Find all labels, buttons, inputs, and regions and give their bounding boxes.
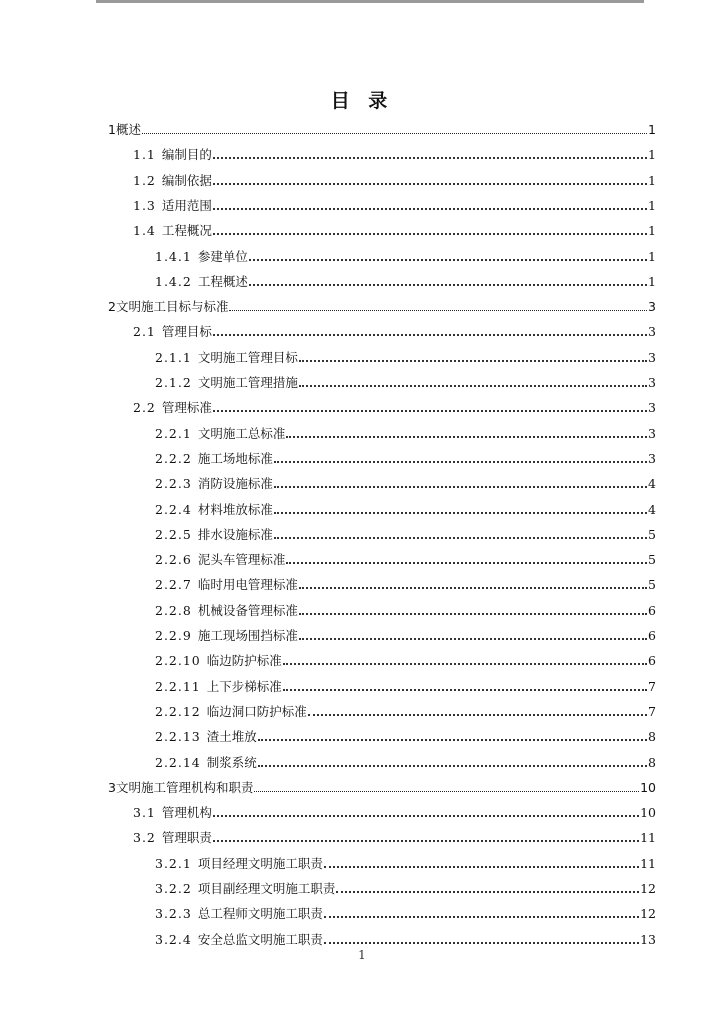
toc-entry-page: 5 <box>648 552 656 568</box>
toc-entry-label: 消防设施标准 <box>197 476 273 492</box>
toc-entry-page: 3 <box>648 400 656 416</box>
dot-leader <box>308 706 647 716</box>
toc-entry-number: 2.1.1 <box>155 349 192 365</box>
toc-entry-page: 11 <box>640 830 656 846</box>
toc-entry-page: 1 <box>648 223 656 239</box>
dot-leader <box>324 858 639 868</box>
toc-entry-number: 2.2.10 <box>155 653 201 669</box>
toc-title: 目 录 <box>330 90 394 112</box>
toc-entry-label: 管理标准 <box>161 400 212 416</box>
toc-entry[interactable] <box>155 648 656 668</box>
toc-entry-page: 1 <box>648 147 656 163</box>
toc-entry-label: 安全总监文明施工职责 <box>197 931 323 947</box>
top-border-line <box>96 0 644 3</box>
toc-entry-label: 参建单位 <box>197 248 248 264</box>
toc-entry-number: 2.2.13 <box>155 729 201 745</box>
dot-leader <box>258 731 647 741</box>
dot-leader <box>299 605 647 615</box>
toc-entry-label: 文明施工管理机构和职责 <box>115 779 254 795</box>
toc-entry[interactable] <box>155 497 656 517</box>
dot-leader <box>254 783 639 792</box>
toc-entry[interactable] <box>133 193 656 213</box>
dot-leader <box>299 377 647 387</box>
dot-leader <box>213 149 647 159</box>
toc-entry-label: 概述 <box>115 122 141 137</box>
toc-entry[interactable] <box>155 851 656 871</box>
dot-leader <box>229 302 647 311</box>
toc-entry-label: 管理机构 <box>161 805 212 821</box>
toc-entry-label: 项目副经理文明施工职责 <box>197 881 336 896</box>
toc-entry-label: 编制依据 <box>161 172 212 188</box>
toc-entry[interactable] <box>155 446 656 466</box>
toc-entry-number: 1.3 <box>133 197 156 213</box>
toc-entry[interactable] <box>155 674 656 694</box>
dot-leader <box>286 554 647 564</box>
toc-entry[interactable] <box>155 572 656 592</box>
toc-entry-number: 3.2.1 <box>155 855 192 871</box>
dot-leader <box>213 402 647 412</box>
toc-entry-number: 2.2.14 <box>155 754 201 770</box>
toc-entry-label: 总工程师文明施工职责 <box>197 906 323 922</box>
toc-entry[interactable] <box>155 471 656 491</box>
dot-leader <box>213 200 647 210</box>
toc-entry-page: 6 <box>648 653 656 669</box>
toc-entry-number: 1 <box>108 122 116 137</box>
dot-leader <box>324 934 639 944</box>
toc-entry[interactable] <box>133 142 656 162</box>
toc-entry-number: 2.2.4 <box>155 501 192 517</box>
toc-entry-number: 2.2.1 <box>155 425 192 441</box>
toc-entry-label: 编制目的 <box>161 147 212 163</box>
toc-entry[interactable] <box>133 319 656 339</box>
toc-entry[interactable] <box>155 244 656 264</box>
toc-entry-label: 管理目标 <box>161 324 212 340</box>
toc-entry-number: 2 <box>108 299 116 315</box>
dot-leader <box>258 757 647 767</box>
dot-leader <box>299 630 647 640</box>
toc-entry[interactable] <box>155 345 656 365</box>
toc-entry-number: 3 <box>108 779 116 795</box>
toc-entry[interactable] <box>133 218 656 238</box>
toc-entry-page: 3 <box>648 324 656 340</box>
toc-entry[interactable] <box>155 547 656 567</box>
toc-entry-page: 3 <box>648 299 656 315</box>
toc-entry-label: 临边洞口防护标准 <box>206 703 307 719</box>
toc-entry[interactable] <box>155 522 656 542</box>
dot-leader <box>336 883 639 893</box>
toc-entry-page: 4 <box>648 501 656 517</box>
toc-entry-label: 工程概述 <box>197 273 248 289</box>
toc-entry-page: 13 <box>640 931 656 947</box>
dot-leader <box>274 478 647 488</box>
toc-entry-number: 3.2 <box>133 830 156 846</box>
toc-entry-label: 适用范围 <box>161 197 212 213</box>
toc-entry[interactable] <box>155 750 656 770</box>
toc-entry-number: 2.2 <box>133 400 156 416</box>
toc-entry-label: 临边防护标准 <box>206 653 282 669</box>
toc-entry-page: 12 <box>640 881 656 896</box>
toc-entry-number: 1.4.2 <box>155 273 192 289</box>
toc-entry[interactable] <box>108 775 656 795</box>
toc-entry-label: 项目经理文明施工职责 <box>197 855 323 871</box>
toc-entry[interactable] <box>155 421 656 441</box>
toc-entry-page: 1 <box>648 248 656 264</box>
toc-entry[interactable] <box>133 168 656 188</box>
toc-entry-page: 1 <box>648 273 656 289</box>
dot-leader <box>249 276 647 286</box>
toc-entry[interactable] <box>155 699 656 719</box>
toc-entry-label: 机械设备管理标准 <box>197 602 298 618</box>
toc-entry-page: 8 <box>648 754 656 770</box>
dot-leader <box>213 832 639 842</box>
toc-entry-page: 12 <box>640 906 656 922</box>
toc-entry-page: 7 <box>648 703 656 719</box>
dot-leader <box>299 579 647 589</box>
toc-entry-label: 材料堆放标准 <box>197 501 273 517</box>
toc-entry-page: 3 <box>648 349 656 365</box>
dot-leader <box>274 504 647 514</box>
toc-entry-number: 2.2.5 <box>155 526 192 542</box>
toc-entry-label: 施工场地标准 <box>197 450 273 466</box>
toc-entry[interactable] <box>155 598 656 618</box>
toc-entry-number: 3.1 <box>133 805 156 821</box>
dot-leader <box>249 251 647 261</box>
toc-entry-label: 泥头车管理标准 <box>197 552 286 568</box>
dot-leader <box>213 807 639 817</box>
toc-entry-page: 4 <box>648 476 656 492</box>
toc-entry-label: 上下步梯标准 <box>206 678 282 694</box>
toc-entry-page: 5 <box>648 577 656 593</box>
toc-entry-number: 2.2.2 <box>155 450 192 466</box>
toc-entry-page: 10 <box>640 779 656 795</box>
toc-entry-page: 3 <box>648 450 656 466</box>
toc-entry[interactable] <box>155 927 656 947</box>
toc-entry-number: 2.2.8 <box>155 602 192 618</box>
toc-entry[interactable] <box>155 269 656 289</box>
dot-leader <box>274 529 647 539</box>
dot-leader <box>283 655 647 665</box>
toc-entry[interactable] <box>133 800 656 820</box>
dot-leader <box>213 225 647 235</box>
toc-entry-label: 管理职责 <box>161 830 212 846</box>
dot-leader <box>213 326 647 336</box>
toc-entry[interactable] <box>155 623 656 643</box>
toc-entry-number: 2.2.9 <box>155 628 192 643</box>
toc-entry-page: 8 <box>648 729 656 745</box>
toc-entry-number: 2.1 <box>133 324 156 340</box>
toc-entry-number: 1.1 <box>133 147 156 163</box>
toc-entry-label: 排水设施标准 <box>197 526 273 542</box>
toc-entry-label: 文明施工管理目标 <box>197 349 298 365</box>
toc-entry-label: 施工现场围挡标准 <box>197 628 298 643</box>
toc-entry-page: 1 <box>648 122 656 137</box>
toc-entry-page: 6 <box>648 628 656 643</box>
dot-leader <box>286 428 647 438</box>
dot-leader <box>142 125 647 134</box>
toc-entry-page: 1 <box>648 197 656 213</box>
toc-entry-page: 5 <box>648 526 656 542</box>
dot-leader <box>283 681 647 691</box>
toc-entry-label: 文明施工目标与标准 <box>115 299 229 315</box>
toc-entry-label: 制浆系统 <box>206 754 257 770</box>
dot-leader <box>274 453 647 463</box>
toc-entry-number: 3.2.4 <box>155 931 192 947</box>
toc-entry[interactable] <box>108 117 656 137</box>
toc-entry-label: 临时用电管理标准 <box>197 577 298 593</box>
dot-leader <box>324 908 639 918</box>
toc-entry-page: 7 <box>648 678 656 694</box>
page-number: 1 <box>358 948 366 962</box>
toc-entry[interactable] <box>155 724 656 744</box>
toc-entry-page: 3 <box>648 425 656 441</box>
toc-entry[interactable] <box>155 370 656 390</box>
toc-entry-number: 2.2.3 <box>155 476 192 492</box>
dot-leader <box>299 352 647 362</box>
toc-entry-label: 文明施工总标准 <box>197 425 286 441</box>
toc-entry-number: 3.2.3 <box>155 906 192 922</box>
toc-entry[interactable] <box>155 901 656 921</box>
toc-entry-label: 渣土堆放 <box>206 729 257 745</box>
toc-entry-label: 工程概况 <box>161 223 212 239</box>
toc-entry-page: 1 <box>648 172 656 188</box>
toc-entry-number: 2.2.6 <box>155 552 192 568</box>
toc-entry-number: 2.2.7 <box>155 577 192 593</box>
toc-entry-number: 1.4.1 <box>155 248 192 264</box>
toc-entry-number: 2.1.2 <box>155 375 192 390</box>
toc-entry[interactable] <box>155 876 656 896</box>
toc-entry-number: 3.2.2 <box>155 881 192 896</box>
toc-entry[interactable] <box>133 825 656 845</box>
toc-entry-page: 11 <box>640 855 656 871</box>
toc-entry-number: 2.2.12 <box>155 703 201 719</box>
toc-entry-page: 10 <box>640 805 656 821</box>
dot-leader <box>213 175 647 185</box>
toc-entry[interactable] <box>108 294 656 314</box>
toc-entry-page: 6 <box>648 602 656 618</box>
toc-entry-number: 1.4 <box>133 223 156 239</box>
toc-entry-number: 1.2 <box>133 172 156 188</box>
toc-entry-page: 3 <box>648 375 656 390</box>
toc-entry-number: 2.2.11 <box>155 678 201 694</box>
toc-entry-label: 文明施工管理措施 <box>197 375 298 390</box>
toc-entry[interactable] <box>133 395 656 415</box>
